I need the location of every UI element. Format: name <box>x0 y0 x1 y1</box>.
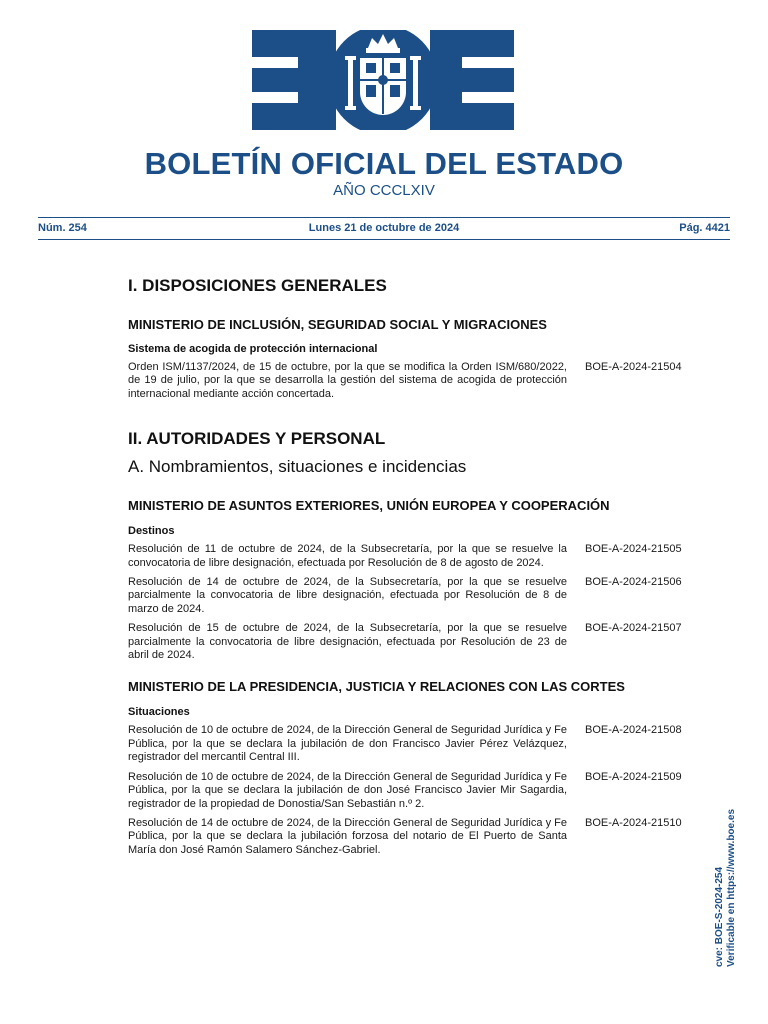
list-item[interactable] <box>128 622 698 662</box>
list-item[interactable] <box>128 361 698 401</box>
issue-number: Núm. 254 <box>38 222 87 234</box>
list-item[interactable] <box>128 771 698 811</box>
entry-text: Resolución de 10 de octubre de 2024, de la Dirección General de Seguridad Jurídica y Fe Pública, por la que se declara la jubilación de don José Francisco Javier Mir Sagardia, registrador de la propiedad de Donostia/San Sebastián n.º 2. <box>128 770 567 810</box>
entry-text: Resolución de 10 de octubre de 2024, de la Dirección General de Seguridad Jurídica y Fe Pública, por la que se declara la jubilación de don Francisco Javier Pérez Velázquez, registrador del mercantil Central III. <box>128 724 567 764</box>
entry-text: Orden ISM/1137/2024, de 15 de octubre, por la que se modifica la Orden ISM/680/2022, de 19 de julio, por la que se desarrolla la gestión del sistema de acogida de protección internacional mediante acción concertada. <box>128 361 567 400</box>
entry-text: Resolución de 11 de octubre de 2024, de la Subsecretaría, por la que se resuelve la convocatoria de libre designación, efectuada por Resolución de 8 de agosto de 2024. <box>128 543 567 569</box>
page-number: Pág. 4421 <box>679 222 730 234</box>
section-title: II. AUTORIDADES Y PERSONAL <box>128 429 386 449</box>
entry-text: Resolución de 14 de octubre de 2024, de la Subsecretaría, por la que se resuelve parcialmente la convocatoria de libre designación, efectuada por Resolución de 8 de marzo de 2024. <box>128 576 567 615</box>
section-title: I. DISPOSICIONES GENERALES <box>128 276 387 295</box>
coat-of-arms-icon <box>328 30 438 130</box>
ministry-heading: MINISTERIO DE LA PRESIDENCIA, JUSTICIA Y RELACIONES CON LAS CORTES <box>128 679 625 695</box>
category-heading: Situaciones <box>128 706 190 719</box>
list-item[interactable] <box>128 576 698 616</box>
ministry-heading: MINISTERIO DE INCLUSIÓN, SEGURIDAD SOCIAL Y MIGRACIONES <box>128 317 547 332</box>
cve-code: cve: BOE-S-2024-254 <box>714 866 725 967</box>
entry-code-link[interactable]: BOE-A-2024-21506 <box>585 576 682 589</box>
entry-code-link[interactable]: BOE-A-2024-21504 <box>585 361 682 373</box>
entry-code-link[interactable]: BOE-A-2024-21509 <box>585 770 682 783</box>
subsection-title: A. Nombramientos, situaciones e incidencias <box>128 457 467 477</box>
header-rule-bottom <box>38 239 730 240</box>
category-heading: Destinos <box>128 525 175 538</box>
logo-letter-e <box>430 30 514 130</box>
list-item[interactable] <box>128 724 698 764</box>
journal-year: AÑO CCCLXIV <box>333 182 435 199</box>
boe-logo <box>252 30 514 130</box>
issue-date: Lunes 21 de octubre de 2024 <box>308 222 460 234</box>
verification-link[interactable]: Verificable en https://www.boe.es <box>726 808 737 967</box>
entry-text: Resolución de 14 de octubre de 2024, de la Dirección General de Seguridad Jurídica y Fe Pública, por la que se declara la jubilación forzosa del notario de El Puerto de Santa María don José Ramón Salamero Sánchez-Gabriel. <box>128 816 567 856</box>
list-item[interactable] <box>128 543 698 570</box>
list-item[interactable] <box>128 817 698 857</box>
ministry-heading: MINISTERIO DE ASUNTOS EXTERIORES, UNIÓN EUROPEA Y COOPERACIÓN <box>128 498 610 514</box>
logo-letter-b <box>252 30 338 130</box>
entry-code-link[interactable]: BOE-A-2024-21507 <box>585 622 682 635</box>
verification-sidebar <box>714 809 738 967</box>
entry-text: Resolución de 15 de octubre de 2024, de la Subsecretaría, por la que se resuelve parcialmente la convocatoria de libre designación, efectuada por Resolución de 23 de abril de 2024. <box>128 622 567 662</box>
header-rule-top <box>38 217 730 218</box>
journal-title: BOLETÍN OFICIAL DEL ESTADO <box>144 146 624 181</box>
summary-content <box>128 276 698 857</box>
entry-code-link[interactable]: BOE-A-2024-21510 <box>585 816 682 829</box>
entry-code-link[interactable]: BOE-A-2024-21505 <box>585 543 682 556</box>
category-heading: Sistema de acogida de protección internacional <box>128 343 378 355</box>
entry-code-link[interactable]: BOE-A-2024-21508 <box>585 724 682 737</box>
